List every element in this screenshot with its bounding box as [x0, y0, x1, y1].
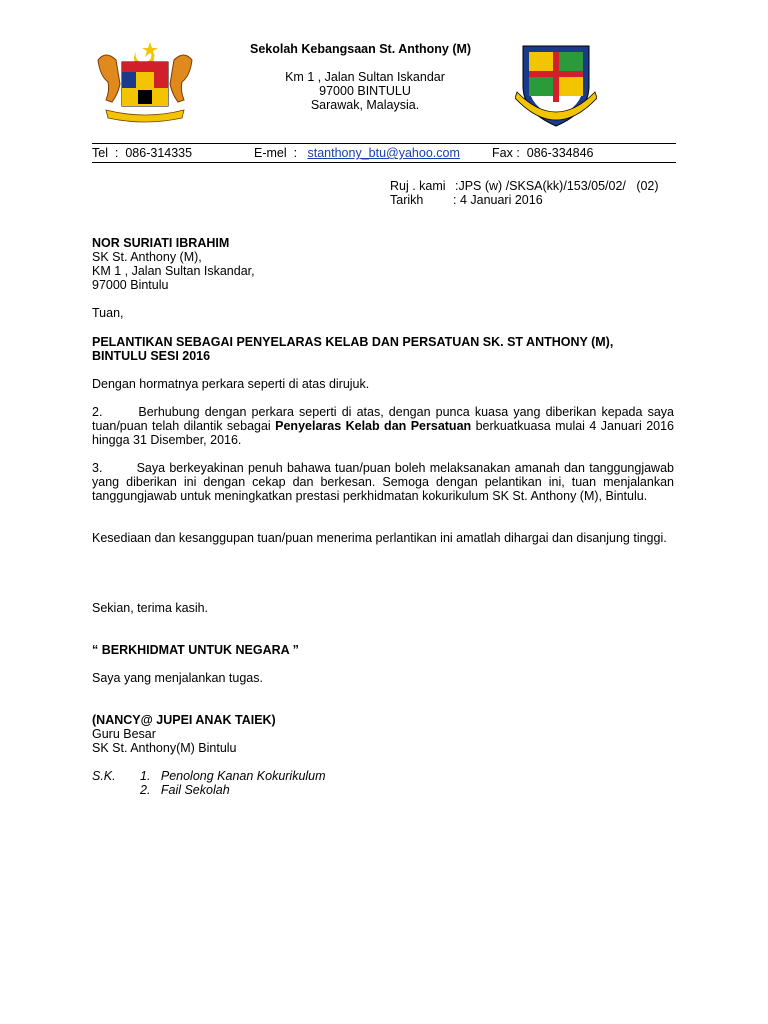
paragraph-2-number: 2.	[92, 405, 103, 419]
cc-item-2	[140, 783, 230, 797]
cc-item-2-num: 2.	[140, 783, 151, 797]
tel-label: Tel	[92, 146, 108, 160]
paragraph-2	[92, 405, 674, 447]
email-contact: E-mel : stanthony_btu@yahoo.com	[254, 146, 460, 160]
recipient-name: NOR SURIATI IBRAHIM	[92, 236, 230, 250]
school-name: Sekolah Kebangsaan St. Anthony (M)	[250, 42, 472, 56]
motto: “ BERKHIDMAT UNTUK NEGARA ”	[92, 643, 299, 657]
paragraph-3-text: Saya berkeyakinan penuh bahawa tuan/puan boleh melaksanakan amanah dan tanggungjawab yang diberikan ini dengan cekap dan berkesan. Semoga dengan pelantikan ini, tuan menjalankan tanggungjawab untuk meningkatkan prestasi perkhidmatan kokurikulum SK St. Anthony (M), Bintulu.	[92, 461, 674, 503]
paragraph-1: Dengan hormatnya perkara seperti di atas dirujuk.	[92, 377, 370, 391]
header-rule-bottom	[92, 162, 676, 163]
header-rule-top	[92, 143, 676, 144]
date-label: Tarikh	[390, 193, 424, 207]
recipient-line-1: SK St. Anthony (M),	[92, 250, 202, 264]
letter-date	[390, 193, 543, 207]
paragraph-2-text-b: berkuatkuasa mulai 4 Januari 2016 hingga 31 Disember, 2016.	[92, 419, 674, 447]
signatory-name: (NANCY@ JUPEI ANAK TAIEK)	[92, 713, 276, 727]
cc-label: S.K.	[92, 769, 116, 783]
email-link[interactable]: stanthony_btu@yahoo.com	[307, 146, 460, 160]
coat-of-arms-logo	[92, 38, 198, 124]
cc-item-1-num: 1.	[140, 769, 151, 783]
date-value: : 4 Januari 2016	[453, 193, 543, 207]
closing: Sekian, terima kasih.	[92, 601, 209, 615]
cc-item-1-text: Penolong Kanan Kokurikulum	[160, 769, 326, 783]
paragraph-3	[92, 461, 674, 503]
salutation: Tuan,	[92, 306, 124, 320]
ruj-label: Ruj . kami	[390, 179, 446, 193]
signatory-school: SK St. Anthony(M) Bintulu	[92, 741, 237, 755]
cc-item-2-text: Fail Sekolah	[160, 783, 230, 797]
email-label: E-mel	[254, 146, 287, 160]
cc-item-1	[140, 769, 326, 783]
paragraph-2-text-a: Berhubung dengan perkara seperti di atas, dengan punca kuasa yang diberikan kepada saya tuan/puan telah dilantik sebagai	[92, 405, 674, 433]
subject-line-1: PELANTIKAN SEBAGAI PENYELARAS KELAB DAN PERSATUAN SK. ST ANTHONY (M),	[92, 335, 614, 349]
tel-contact: Tel : 086-314335	[92, 146, 193, 160]
paragraph-4: Kesediaan dan kesanggupan tuan/puan menerima perlantikan ini amatlah dihargai dan disanjung tinggi.	[92, 531, 667, 545]
paragraph-2-bold: Penyelaras Kelab dan Persatuan	[275, 419, 472, 433]
paragraph-3-number: 3.	[92, 461, 103, 475]
fax-value: 086-334846	[526, 146, 594, 160]
tel-value: 086-314335	[125, 146, 193, 160]
subject-line-2: BINTULU SESI 2016	[92, 349, 211, 363]
address-line-2: 97000 BINTULU	[319, 84, 411, 98]
ruj-value: :JPS (w) /SKSA(kk)/153/05/02/ (02)	[455, 179, 659, 193]
fax-contact: Fax : 086-334846	[492, 146, 594, 160]
address-line-3: Sarawak, Malaysia.	[310, 98, 420, 112]
fax-label: Fax	[492, 146, 513, 160]
signatory-title: Guru Besar	[92, 727, 156, 741]
address-line-1: Km 1 , Jalan Sultan Iskandar	[285, 70, 445, 84]
duty-line: Saya yang menjalankan tugas.	[92, 671, 263, 685]
reference-number	[390, 179, 659, 193]
recipient-line-3: 97000 Bintulu	[92, 278, 169, 292]
school-crest-logo	[515, 42, 597, 130]
recipient-line-2: KM 1 , Jalan Sultan Iskandar,	[92, 264, 255, 278]
